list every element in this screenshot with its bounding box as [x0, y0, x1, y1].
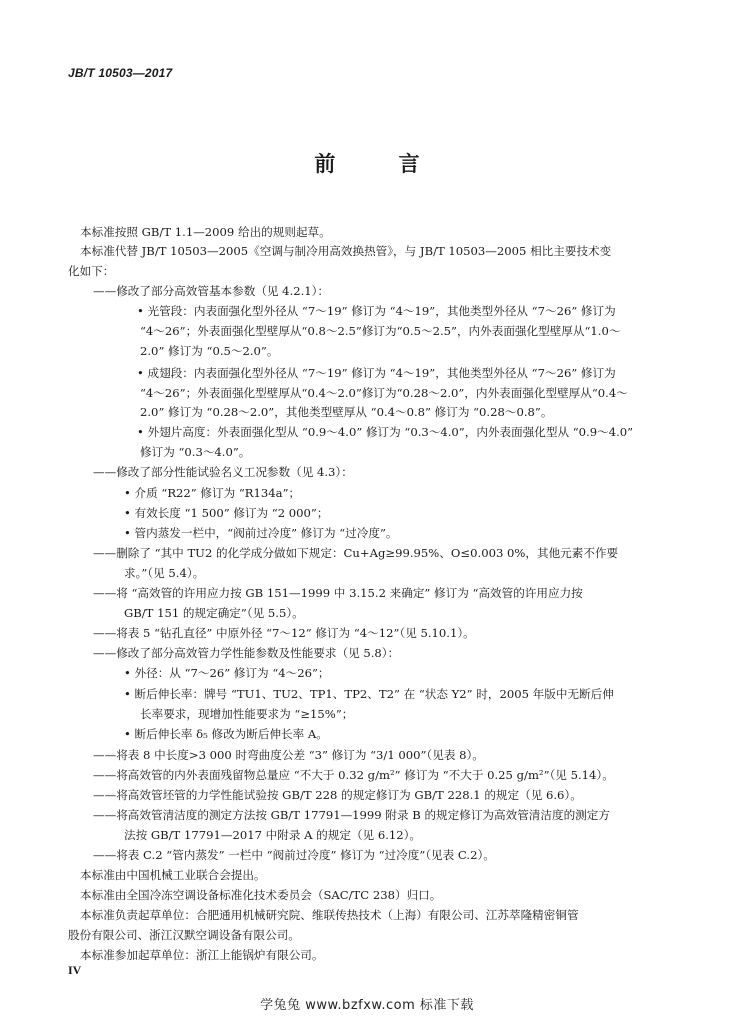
footer-watermark: 学兔兔 www.bzfxw.com 标准下载: [260, 998, 474, 1013]
body-line: 本标准参加起草单位：浙江上能锅炉有限公司。: [80, 948, 324, 962]
standard-number: JB/T 10503—2017: [68, 66, 173, 80]
body-line: 本标准由中国机械工业联合会提出。: [80, 868, 266, 882]
bullet-item: • 外翅片高度：外表面强化型从 “0.9～4.0” 修订为 “0.3～4.0”，内外表面强化型从 “0.9～4.0”: [137, 425, 634, 439]
list-item: ——将高效管的内外表面残留物总量应 “不大于 0.32 g/m²” 修订为 “不大于 0.25 g/m²”（见 5.14）。: [93, 768, 614, 782]
list-item: ——修改了部分高效管基本参数（见 4.2.1）：: [93, 284, 330, 298]
list-continuation: 求。”（见 5.4）。: [124, 566, 205, 580]
list-item: ——将表 C.2 “管内蒸发” 一栏中 “阀前过冷度” 修订为 “过冷度”（见表 C.2）。: [93, 848, 495, 862]
list-continuation: GB/T 151 的规定确定”（见 5.5）。: [124, 606, 304, 620]
list-item: ——将表 5 “钻孔直径” 中原外径 “7～12” 修订为 “4～12”（见 5.10.1）。: [93, 626, 475, 640]
list-item: ——将 “高效管的许用应力按 GB 151—1999 中 3.15.2 来确定” 修订为 “高效管的许用应力按: [93, 586, 583, 600]
bullet-item: • 管内蒸发一栏中，“阀前过冷度” 修订为 “过冷度”。: [124, 526, 398, 540]
page-number: IV: [68, 963, 82, 977]
bullet-continuation: 修订为 “0.3～4.0”。: [140, 445, 251, 459]
body-line: 股份有限公司、浙江汉默空调设备有限公司。: [68, 928, 300, 942]
body-line: 化如下：: [68, 264, 115, 278]
list-item: ——将高效管清洁度的测定方法按 GB/T 17791—1999 附录 B 的规定修订为高效管清洁度的测定方: [93, 808, 610, 822]
bullet-item: • 有效长度 “1 500” 修订为 “2 000”；: [124, 506, 329, 520]
bullet-item: • 断后伸长率 δ₅ 修改为断后伸长率 A。: [124, 727, 328, 741]
body-line: 本标准代替 JB/T 10503—2005《空调与制冷用高效换热管》，与 JB/T 10503—2005 相比主要技术变: [80, 244, 612, 258]
bullet-item: • 断后伸长率：牌号 “TU1、TU2、TP1、TP2、T2” 在 “状态 Y2” 时，2005 年版中无断后伸: [124, 687, 614, 701]
page-title: 前 言: [314, 152, 448, 176]
list-item: ——将高效管坯管的力学性能试验按 GB/T 228 的规定修订为 GB/T 228.1 的规定（见 6.6）。: [93, 788, 582, 802]
bullet-item: • 成翅段：内表面强化型外径从 “7～19” 修订为 “4～19”，其他类型外径从 “7～26” 修订为: [137, 366, 616, 380]
body-line: 本标准由全国冷冻空调设备标准化技术委员会（SAC/TC 238）归口。: [80, 888, 442, 902]
list-continuation: 法按 GB/T 17791—2017 中附录 A 的规定（见 6.12）。: [124, 828, 422, 842]
list-item: ——修改了部分性能试验名义工况参数（见 4.3）：: [93, 465, 353, 479]
bullet-continuation: “4～26”；外表面强化型壁厚从“0.4～2.0”修订为“0.28～2.0”，内外表面强化型壁厚从“0.4～: [140, 386, 628, 400]
body-line: 本标准负责起草单位：合肥通用机械研究院、维联传热技术（上海）有限公司、江苏萃隆精密铜管: [80, 908, 579, 922]
bullet-continuation: “4～26”；外表面强化型壁厚从“0.8～2.5”修订为“0.5～2.5”，内外表面强化型壁厚从“1.0～: [140, 324, 621, 338]
body-line: 本标准按照 GB/T 1.1—2009 给出的规则起草。: [80, 225, 331, 239]
bullet-item: • 外径：从 “7～26” 修订为 “4～26”；: [124, 666, 330, 680]
bullet-continuation: 2.0” 修订为 “0.28～2.0”，其他类型壁厚从 “0.4～0.8” 修订为 “0.28～0.8”。: [140, 405, 553, 419]
bullet-item: • 光管段：内表面强化型外径从 “7～19” 修订为 “4～19”，其他类型外径从 “7～26” 修订为: [137, 304, 616, 318]
list-item: ——将表 8 中长度>3 000 时弯曲度公差 “3” 修订为 “3/1 000”（见表 8）。: [93, 748, 484, 762]
bullet-continuation: 长率要求，现增加性能要求为 “≥15%”；: [140, 707, 354, 721]
list-item: ——修改了部分高效管力学性能参数及性能要求（见 5.8）：: [93, 646, 400, 660]
bullet-continuation: 2.0” 修订为 “0.5～2.0”。: [140, 344, 279, 358]
list-item: ——删除了 “其中 TU2 的化学成分做如下规定：Cu+Ag≥99.95%、O≤0.003 0%，其他元素不作要: [93, 546, 619, 560]
bullet-item: • 介质 “R22” 修订为 “R134a”；: [124, 486, 301, 500]
